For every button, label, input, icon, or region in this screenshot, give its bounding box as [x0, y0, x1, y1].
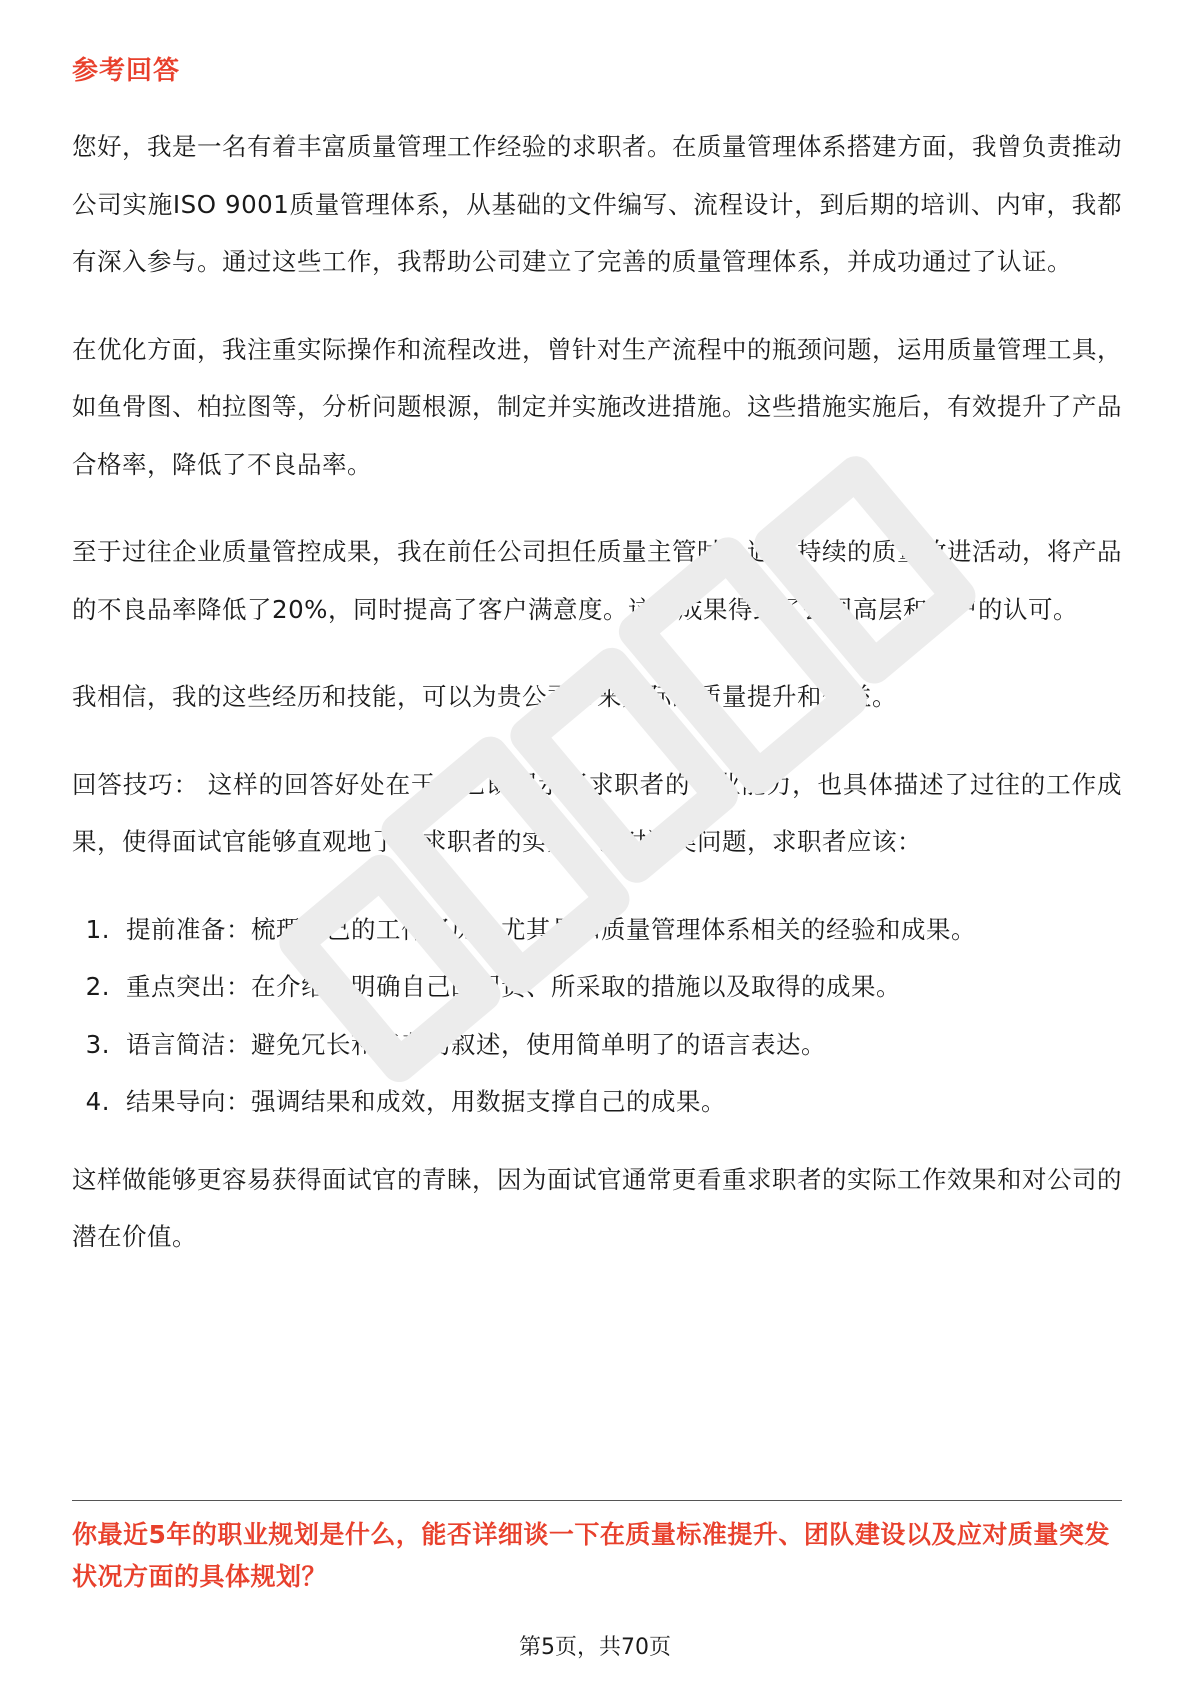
list-item-number: 3.	[85, 1029, 110, 1059]
paragraph: 我相信，我的这些经历和技能，可以为贵公司带来实际的质量提升和效益。	[72, 682, 897, 711]
paragraph: 您好，我是一名有着丰富质量管理工作经验的求职者。在质量管理体系搭建方面，我曾负责推动公司实施ISO 9001质量管理体系，从基础的文件编写、流程设计，到后期的培训、内审，我都有深入参与。通过这些工作，我帮助公司建立了完善的质量管理体系，并成功通过了认证。	[72, 132, 1122, 276]
list-item	[72, 958, 1122, 1016]
closing-paragraph: 这样做能够更容易获得面试官的青睐，因为面试官通常更看重求职者的实际工作效果和对公司的潜在价值。	[72, 1164, 1122, 1251]
list-item	[72, 1016, 1122, 1074]
section-divider	[72, 1500, 1122, 1501]
paragraph: 在优化方面，我注重实际操作和流程改进，曾针对生产流程中的瓶颈问题，运用质量管理工具，如鱼骨图、柏拉图等，分析问题根源，制定并实施改进措施。这些措施实施后，有效提升了产品合格率，降低了不良品率。	[72, 334, 1122, 479]
section-heading: 参考回答	[72, 56, 181, 86]
list-item-text: 语言简洁：避免冗长和复杂的叙述，使用简单明了的语言表达。	[126, 1029, 826, 1059]
list-item-number: 4.	[85, 1087, 110, 1116]
list-item-text: 提前准备：梳理自己的工作经历，尤其是和质量管理体系相关的经验和成果。	[126, 914, 976, 944]
list-item-text: 重点突出：在介绍中明确自己的职责、所采取的措施以及取得的成果。	[126, 972, 901, 1001]
answer-body	[72, 118, 1122, 1296]
paragraph: 至于过往企业质量管控成果，我在前任公司担任质量主管时，通过持续的质量改进活动，将产品的不良品率降低了20%，同时提高了客户满意度。这一成果得到了公司高层和客户的认可。	[72, 537, 1122, 624]
list-item-number: 1.	[85, 914, 110, 944]
answer-tips-paragraph: 回答技巧： 这样的回答好处在于，它既展示了求职者的专业能力，也具体描述了过往的工作成果，使得面试官能够直观地了解求职者的实力。针对这类问题，求职者应该：	[72, 769, 1122, 856]
next-question-heading: 你最近5年的职业规划是什么，能否详细谈一下在质量标准提升、团队建设以及应对质量突发状况方面的具体规划？	[72, 1520, 1110, 1591]
tips-list	[72, 901, 1122, 1131]
list-item-text: 结果导向：强调结果和成效，用数据支撑自己的成果。	[126, 1087, 726, 1116]
list-item	[72, 1073, 1122, 1131]
page-number: 第5页，共70页	[519, 1635, 671, 1660]
list-item	[72, 901, 1122, 959]
list-item-number: 2.	[85, 972, 110, 1001]
